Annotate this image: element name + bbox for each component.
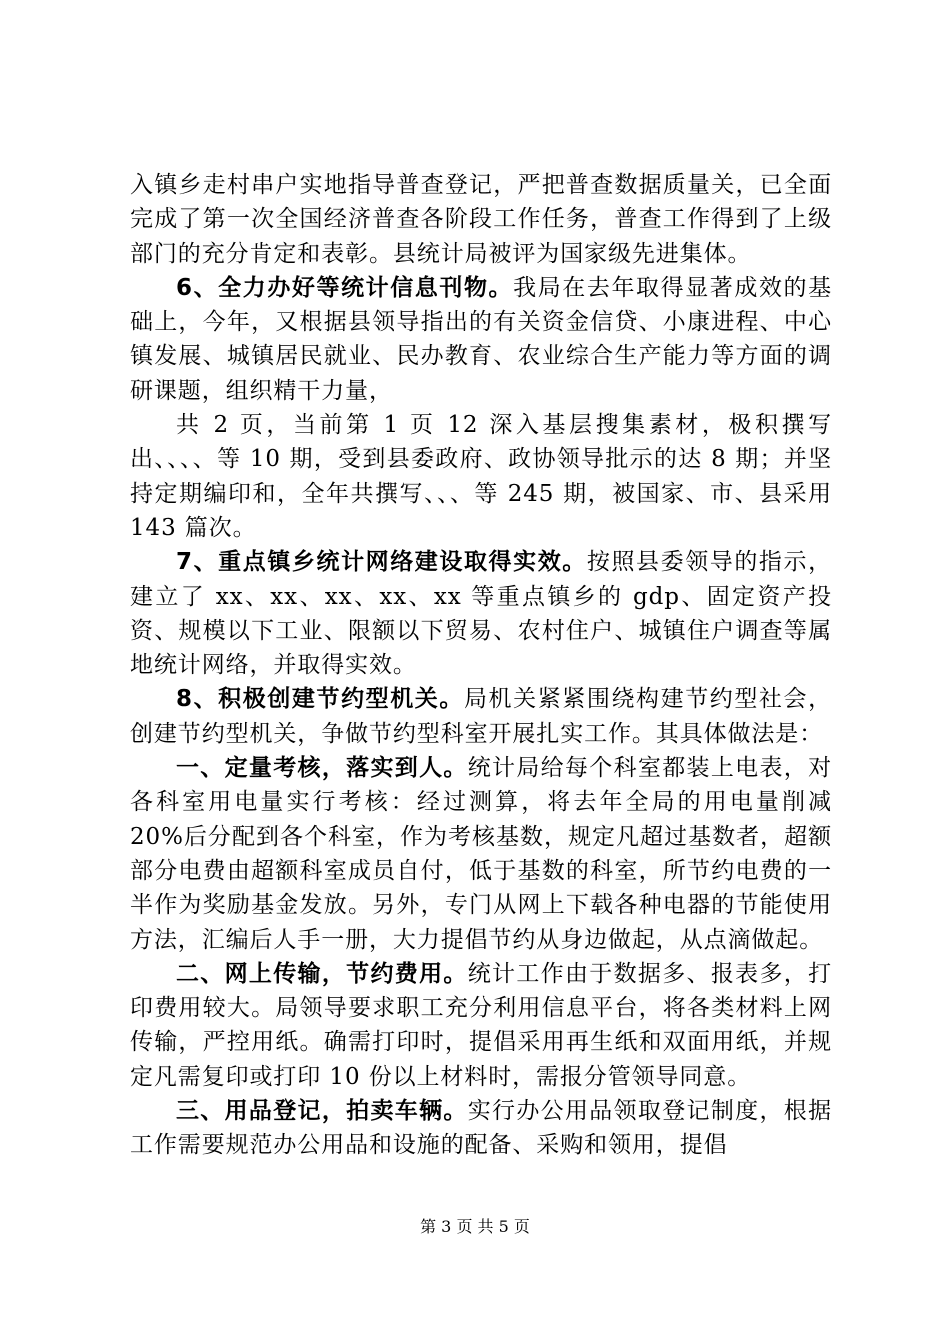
paragraph-2-heading: 6、全力办好等统计信息刊物。 [176,274,514,301]
paragraph-4-heading: 7、重点镇乡统计网络建设取得实效。 [176,549,587,576]
page-footer: 第 3 页 共 5 页 [420,1217,530,1236]
paragraph-5-text: 局机关紧紧围绕构建节约型社会，创建节约型机关，争做节约型科室开展扎实工作。其具体做法是： [130,686,832,747]
paragraph-6 [130,751,832,957]
paragraph-5 [130,682,832,751]
paragraph-8 [130,1094,832,1163]
paragraph-8-heading: 三、用品登记，拍卖车辆。 [176,1098,468,1125]
paragraph-7-text: 统计工作由于数据多、报表多，打印费用较大。局领导要求职工充分利用信息平台，将各类材料上网传输，严控用纸。确需打印时，提倡采用再生纸和双面用纸，并规定凡需复印或打印 10 份以上材料时，需报分管领导同意。 [130,960,832,1090]
paragraph-5-heading: 8、积极创建节约型机关。 [176,686,464,713]
paragraph-6-text: 统计局给每个科室都装上电表，对各科室用电量实行考核：经过测算，将去年全局的用电量削减 20%后分配到各个科室，作为考核基数，规定凡超过基数者，超额部分电费由超额科室成员自付，低于基数的科室，所节约电费的一半作为奖励基金发放。另外，专门从网上下载各种电器的节能使用方法，汇编后人手一册，大力提倡节约从身边做起，从点滴做起。 [130,755,832,953]
paragraph-1-text: 入镇乡走村串户实地指导普查登记，严把普查数据质量关，已全面完成了第一次全国经济普查各阶段工作任务，普查工作得到了上级部门的充分肯定和表彰。县统计局被评为国家级先进集体。 [130,172,832,267]
paragraph-7 [130,957,832,1094]
paragraph-4 [130,545,832,682]
paragraph-3 [130,408,832,545]
paragraph-7-heading: 二、网上传输，节约费用。 [176,960,468,987]
paragraph-3-text: 共 2 页，当前第 1 页 12 深入基层搜集素材，极积撰写出、、、、等 10 期，受到县委政府、政协领导批示的达 8 期；并坚持定期编印和，全年共撰写、、、等 245 期，被国家、市、县采用 143 篇次。 [130,412,832,541]
paragraph-8-text: 实行办公用品领取登记制度，根据工作需要规范办公用品和设施的配备、采购和领用，提倡 [130,1098,832,1159]
paragraph-2 [130,271,832,408]
paragraph-2-text: 我局在去年取得显著成效的基础上，今年，又根据县领导指出的有关资金信贷、小康进程、中心镇发展、城镇居民就业、民办教育、农业综合生产能力等方面的调研课题，组织精干力量， [130,274,833,404]
paragraph-6-heading: 一、定量考核，落实到人。 [176,755,468,782]
body-text [130,168,832,1163]
paragraph-1 [130,168,832,271]
paragraph-4-text: 按照县委领导的指示，建立了 xx、xx、xx、xx、xx 等重点镇乡的 gdp、固定资产投资、规模以下工业、限额以下贸易、农村住户、城镇住户调查等属地统计网络，并取得实效。 [130,549,832,679]
